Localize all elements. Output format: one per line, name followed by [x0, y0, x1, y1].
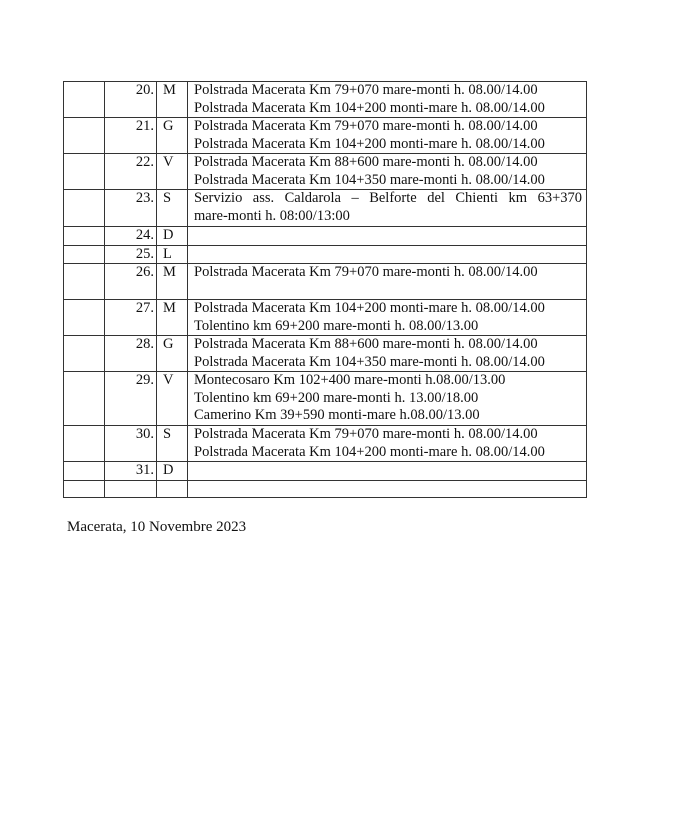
day-number-cell: 26. [105, 264, 157, 300]
service-description-cell [188, 154, 587, 190]
service-description-cell [188, 190, 587, 227]
service-line: Polstrada Macerata Km 104+200 monti-mare h. 08.00/14.00 [194, 135, 545, 152]
blank-cell [64, 190, 105, 227]
service-line: Camerino Km 39+590 monti-mare h.08.00/13.00 [194, 407, 480, 423]
blank-cell [64, 245, 105, 264]
table-row [64, 372, 587, 426]
service-line: Tolentino km 69+200 mare-monti h. 08.00/13.00 [194, 317, 479, 334]
table-row [64, 480, 587, 497]
service-line: Servizio ass. Caldarola – Belforte del Chienti km 63+370 [194, 190, 582, 206]
service-line: Tolentino km 69+200 mare-monti h. 13.00/18.00 [194, 389, 479, 406]
service-description-cell [188, 118, 587, 154]
weekday-letter-cell: S [157, 190, 188, 227]
service-line: mare-monti h. 08:00/13:00 [194, 207, 350, 224]
service-line: Polstrada Macerata Km 104+200 monti-mare h. 08.00/14.00 [194, 443, 545, 460]
table-row [64, 336, 587, 372]
schedule-table [63, 81, 587, 498]
weekday-letter-cell: L [157, 245, 188, 264]
day-number-cell: 22. [105, 154, 157, 190]
service-description-cell [188, 480, 587, 497]
table-row [64, 82, 587, 118]
table-row [64, 118, 587, 154]
table-row [64, 227, 587, 246]
day-number-cell: 24. [105, 227, 157, 246]
service-description-cell [188, 264, 587, 300]
weekday-letter-cell: S [157, 426, 188, 462]
blank-cell [64, 480, 105, 497]
service-description-cell [188, 227, 587, 246]
service-line: Polstrada Macerata Km 104+350 mare-monti h. 08.00/14.00 [194, 171, 545, 188]
service-line: Polstrada Macerata Km 79+070 mare-monti h. 08.00/14.00 [194, 82, 538, 98]
day-number-cell: 27. [105, 300, 157, 336]
table-row [64, 462, 587, 481]
weekday-letter-cell: M [157, 264, 188, 300]
table-row [64, 300, 587, 336]
day-number-cell: 25. [105, 245, 157, 264]
weekday-letter-cell: V [157, 154, 188, 190]
day-number-cell: 28. [105, 336, 157, 372]
service-line: Polstrada Macerata Km 79+070 mare-monti h. 08.00/14.00 [194, 264, 538, 280]
day-number-cell: 29. [105, 372, 157, 426]
blank-cell [64, 264, 105, 300]
table-row [64, 245, 587, 264]
day-number-cell: 23. [105, 190, 157, 227]
service-line: Polstrada Macerata Km 88+600 mare-monti h. 08.00/14.00 [194, 336, 538, 352]
service-description-cell [188, 82, 587, 118]
blank-cell [64, 336, 105, 372]
service-description-cell [188, 372, 587, 426]
service-line: Polstrada Macerata Km 79+070 mare-monti h. 08.00/14.00 [194, 118, 538, 134]
weekday-letter-cell: M [157, 300, 188, 336]
weekday-letter-cell: V [157, 372, 188, 426]
service-line: Polstrada Macerata Km 104+350 mare-monti h. 08.00/14.00 [194, 353, 545, 370]
weekday-letter-cell [157, 480, 188, 497]
service-line: Polstrada Macerata Km 79+070 mare-monti h. 08.00/14.00 [194, 426, 538, 442]
day-number-cell: 20. [105, 82, 157, 118]
table-row [64, 190, 587, 227]
service-description-cell [188, 462, 587, 481]
service-line: Polstrada Macerata Km 88+600 mare-monti h. 08.00/14.00 [194, 154, 538, 170]
signoff-place-date: Macerata, 10 Novembre 2023 [67, 519, 247, 535]
table-row [64, 154, 587, 190]
service-description-cell [188, 336, 587, 372]
blank-cell [64, 82, 105, 118]
weekday-letter-cell: G [157, 118, 188, 154]
table-row [64, 264, 587, 300]
weekday-letter-cell: D [157, 227, 188, 246]
day-number-cell [105, 480, 157, 497]
service-line: Polstrada Macerata Km 104+200 monti-mare h. 08.00/14.00 [194, 99, 545, 116]
blank-cell [64, 300, 105, 336]
blank-cell [64, 227, 105, 246]
table-row [64, 426, 587, 462]
blank-cell [64, 372, 105, 426]
weekday-letter-cell: G [157, 336, 188, 372]
service-description-cell [188, 300, 587, 336]
weekday-letter-cell: M [157, 82, 188, 118]
blank-cell [64, 462, 105, 481]
day-number-cell: 30. [105, 426, 157, 462]
service-line: Montecosaro Km 102+400 mare-monti h.08.00/13.00 [194, 372, 506, 388]
day-number-cell: 21. [105, 118, 157, 154]
blank-cell [64, 426, 105, 462]
day-number-cell: 31. [105, 462, 157, 481]
service-description-cell [188, 426, 587, 462]
schedule-body [64, 82, 587, 498]
service-line: Polstrada Macerata Km 104+200 monti-mare h. 08.00/14.00 [194, 300, 545, 316]
blank-cell [64, 154, 105, 190]
blank-cell [64, 118, 105, 154]
weekday-letter-cell: D [157, 462, 188, 481]
service-description-cell [188, 245, 587, 264]
